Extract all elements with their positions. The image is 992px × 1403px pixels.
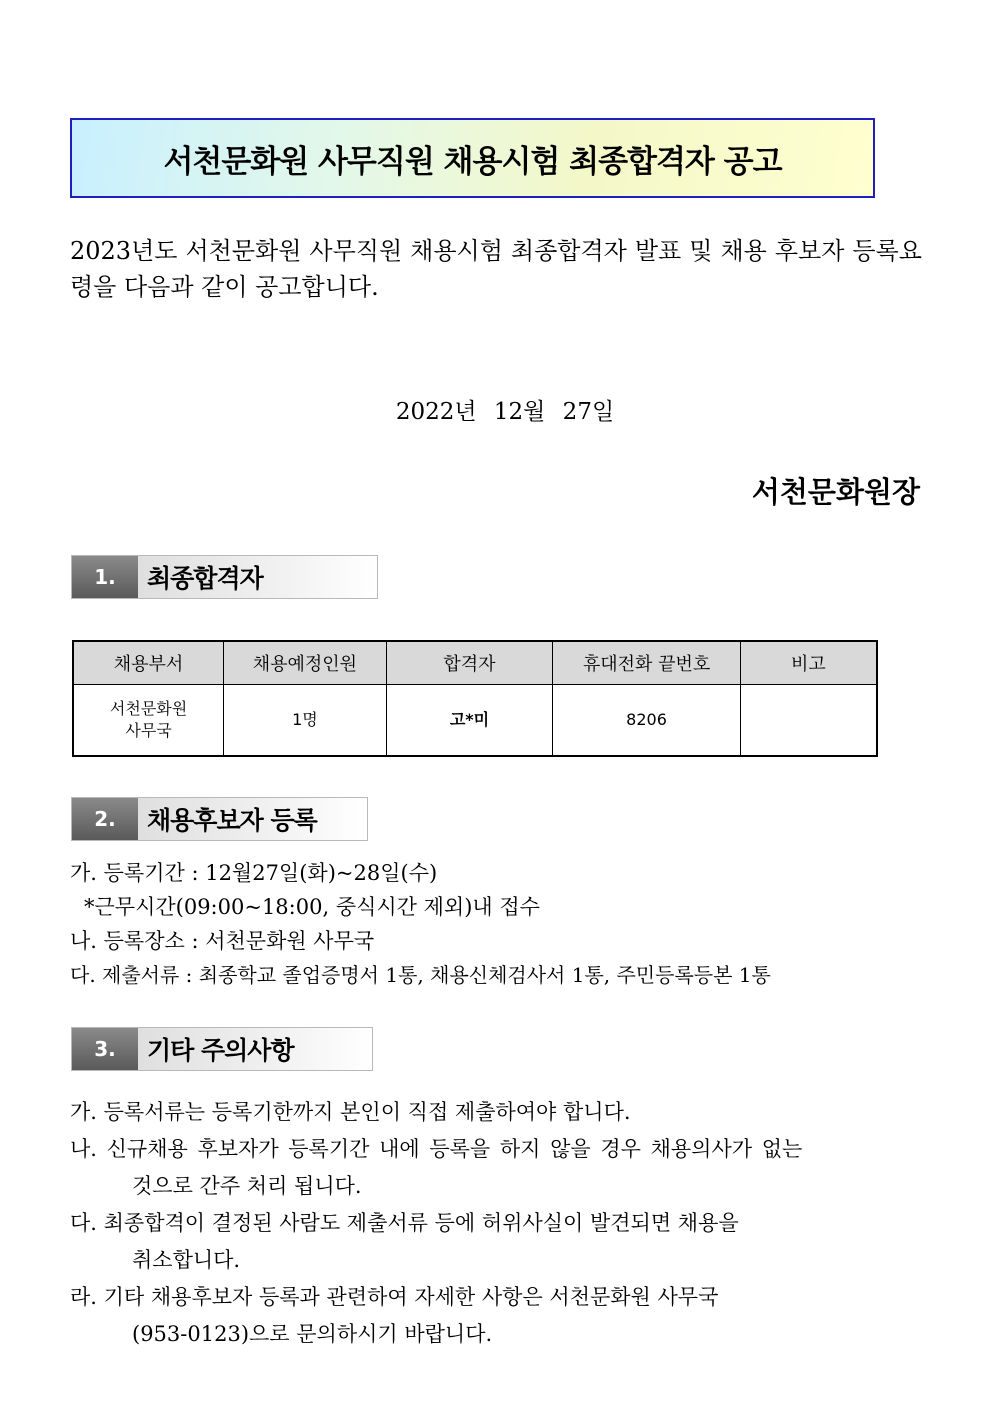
passers-table (72, 640, 878, 757)
dept-line-2: 사무국 (125, 721, 172, 740)
notice-title: 서천문화원 사무직원 채용시험 최종합격자 공고 (163, 143, 782, 180)
notice-date: 2022년 12월 27일 (395, 399, 615, 425)
registration-details (70, 856, 930, 992)
notice-title-box (70, 118, 875, 198)
notes-list (70, 1094, 930, 1353)
cell-phone: 8206 (553, 685, 741, 757)
header-phone: 휴대전화 끝번호 (553, 641, 741, 685)
section-header-final-passers (71, 555, 378, 599)
intro-paragraph: 2023년도 서천문화원 사무직원 채용시험 최종합격자 발표 및 채용 후보자 등록요령을 다음과 같이 공고합니다. (70, 237, 922, 301)
registration-place: 나. 등록장소 : 서천문화원 사무국 (70, 929, 375, 953)
cell-dept (73, 685, 224, 757)
table-row (73, 685, 877, 757)
section-number: 3. (72, 1028, 138, 1070)
dept-line-1: 서천문화원 (109, 699, 188, 718)
section-number: 1. (72, 556, 138, 598)
section-label: 기타 주의사항 (147, 1036, 294, 1065)
header-planned-count: 채용예정인원 (224, 641, 387, 685)
section-label: 채용후보자 등록 (147, 806, 317, 835)
note-c-cont: 취소합니다. (132, 1248, 241, 1272)
registration-period: 가. 등록기간 : 12월27일(화)~28일(수) (70, 861, 438, 885)
note-c: 다. 최종합격이 결정된 사람도 제출서류 등에 허위사실이 발견되면 채용을 (70, 1211, 739, 1235)
note-a: 가. 등록서류는 등록기한까지 본인이 직접 제출하여야 합니다. (70, 1100, 631, 1124)
signature: 서천문화원장 (751, 475, 920, 509)
note-b-cont: 것으로 간주 처리 됩니다. (132, 1174, 362, 1198)
header-passer: 합격자 (386, 641, 553, 685)
cell-name: 고*미 (386, 685, 553, 757)
section-label: 최종합격자 (147, 564, 263, 593)
header-dept: 채용부서 (73, 641, 224, 685)
cell-note (740, 685, 877, 757)
note-d: 라. 기타 채용후보자 등록과 관련하여 자세한 사항은 서천문화원 사무국 (70, 1285, 719, 1309)
cell-count: 1명 (224, 685, 387, 757)
note-d-cont: (953-0123)으로 문의하시기 바랍니다. (132, 1322, 493, 1346)
note-b: 나. 신규채용 후보자가 등록기간 내에 등록을 하지 않을 경우 채용의사가 없는 (70, 1137, 803, 1161)
table-header-row (73, 641, 877, 685)
section-header-registration (71, 797, 368, 841)
section-number: 2. (72, 798, 138, 840)
header-note: 비고 (740, 641, 877, 685)
section-header-notes (71, 1027, 373, 1071)
required-documents: 다. 제출서류 : 최종학교 졸업증명서 1통, 채용신체검사서 1통, 주민등록등본 1통 (70, 963, 771, 987)
working-hours-note: *근무시간(09:00~18:00, 중식시간 제외)내 접수 (84, 895, 540, 919)
